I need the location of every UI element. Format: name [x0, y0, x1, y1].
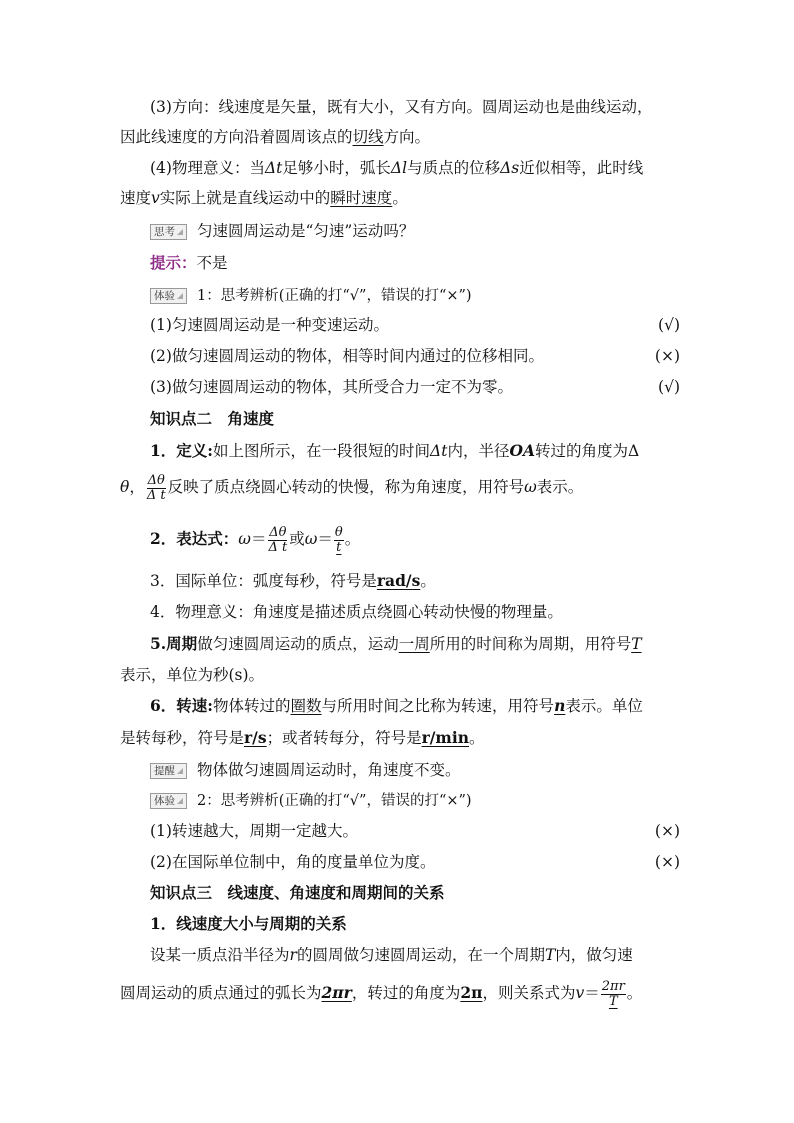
exp1-item-mark	[640, 376, 680, 398]
k2-period-line1	[150, 633, 710, 655]
text: 因此线速度的方向沿着圆周该点的	[120, 128, 353, 146]
mark: (√)	[658, 378, 680, 396]
answer-underlined: r/s	[244, 728, 267, 747]
text: ，则关系式为	[482, 984, 576, 1002]
fraction-denominator: T	[608, 993, 618, 1009]
text: ，	[129, 478, 145, 496]
hint-row	[150, 252, 710, 274]
symbol: T	[544, 946, 556, 964]
experience-tag-icon: 体验	[150, 793, 187, 809]
text: (4)物理意义：当	[150, 159, 265, 177]
mark: (√)	[658, 316, 680, 334]
exp1-item-text: (1)匀速圆周运动是一种变速运动。	[150, 316, 389, 334]
exp1-item-text: (3)做匀速圆周运动的物体，其所受合力一定不为零。	[150, 378, 513, 396]
exp1-title: 1：思考辨析(正确的打“√”，错误的打“×”)	[197, 288, 472, 304]
text: ；或者转每分，符号是	[266, 729, 422, 747]
text: 是转每秒，符号是	[120, 729, 245, 747]
mark: (×)	[654, 347, 680, 365]
text: 如上图所示，在一段很短的时间	[213, 442, 431, 460]
exp2-item	[150, 820, 710, 842]
fraction-numerator: θ	[334, 524, 343, 540]
exp2-item-text: (2)在国际单位制中，角的度量单位为度。	[150, 853, 436, 871]
text: 近似相等，此时线	[519, 159, 644, 177]
text: 所用的时间称为周期，用符号	[429, 635, 632, 653]
symbol: Δt	[430, 442, 448, 460]
remind-tag-icon: 提醒	[150, 763, 187, 779]
answer-underlined: 瞬时速度	[330, 189, 393, 207]
answer-underlined: rad/s	[376, 571, 421, 590]
experience-tag-icon: 体验	[150, 288, 187, 304]
fraction-numerator: Δθ	[147, 472, 165, 488]
text: 1．线速度大小与周期的关系	[150, 914, 347, 933]
text: 。	[392, 189, 408, 207]
answer-underlined: 一周	[398, 635, 430, 653]
k2-speed-line2	[120, 727, 680, 749]
k2-speed-line1	[150, 695, 710, 717]
k2-period-line2	[120, 664, 680, 686]
text: 3．国际单位：弧度每秒，符号是	[150, 572, 377, 590]
heading-text: 知识点二 角速度	[150, 409, 275, 428]
exp1-item-mark	[640, 314, 680, 336]
text: 内，做匀速	[555, 946, 633, 964]
text: 。	[344, 530, 361, 548]
heading-text: 知识点三 线速度、角速度和周期间的关系	[150, 883, 445, 902]
mark: (×)	[654, 822, 680, 840]
text: 表示。	[536, 478, 584, 496]
k3-line1	[150, 944, 710, 966]
text: ＝	[317, 530, 333, 548]
mark: (×)	[654, 853, 680, 871]
fraction-denominator: t	[336, 539, 342, 555]
exp1-item-text: (2)做匀速圆周运动的物体，相等时间内通过的位移相同。	[150, 347, 544, 365]
fraction-denominator: Δ t	[268, 539, 288, 555]
text: 。	[626, 984, 643, 1002]
text: 速度	[120, 189, 152, 207]
exp1-item-mark	[640, 345, 680, 367]
text: 内，半径	[447, 442, 510, 460]
exp2-item-mark	[640, 851, 680, 873]
fraction	[601, 980, 626, 1009]
k2-meaning	[150, 601, 710, 623]
symbol: Δl	[390, 159, 408, 177]
symbol: v	[151, 189, 160, 207]
text: 转过的角度为Δ	[535, 442, 640, 460]
text: 或	[289, 530, 305, 548]
answer-underlined: 切线	[352, 128, 384, 146]
symbol: ω	[524, 478, 537, 496]
k2-def-line2	[120, 472, 680, 503]
exp1-item	[150, 345, 710, 367]
k3-subheading	[150, 913, 710, 935]
text: 2．表达式：	[150, 529, 239, 548]
text: 圆周运动的质点通过的弧长为	[120, 984, 322, 1002]
fraction-numerator: 2πr	[601, 978, 625, 994]
text: 足够小时，弧长	[282, 159, 391, 177]
text: 与质点的位移	[407, 159, 501, 177]
text: 1．定义:	[150, 441, 214, 460]
section-heading-k2	[150, 408, 710, 430]
symbol: r	[289, 946, 297, 964]
exp1-item	[150, 314, 710, 336]
text: 的圆周做匀速圆周运动，在一个周期	[296, 946, 545, 964]
text: 4．物理意义：角速度是描述质点绕圆心转动快慢的物理量。	[150, 603, 563, 621]
section-heading-k3	[150, 882, 710, 904]
text: 物体转过的	[213, 697, 291, 715]
text: ＝	[584, 984, 600, 1002]
fraction-denominator: Δ t	[146, 487, 166, 503]
k3-line2	[120, 976, 680, 1010]
text: 。	[468, 729, 485, 747]
p4-line2	[120, 187, 680, 209]
p3-line1	[150, 96, 710, 118]
exp2-item-mark	[640, 820, 680, 842]
answer-underlined: 2π	[460, 983, 483, 1002]
symbol: v	[575, 984, 585, 1002]
fraction	[267, 526, 288, 555]
think-tag-icon: 思考	[150, 224, 187, 240]
answer-underlined: 圈数	[290, 697, 322, 715]
p3-line2	[120, 126, 680, 148]
text: 反映了质点绕圆心转动的快慢，称为角速度，用符号	[167, 478, 525, 496]
text: 表示，单位为秒(s)。	[120, 666, 265, 684]
hint-label: 提示：	[150, 253, 197, 272]
answer-underlined: T	[631, 635, 642, 653]
fraction	[146, 474, 167, 503]
symbol: θ	[120, 478, 130, 496]
think-question: 匀速圆周运动是“匀速”运动吗？	[197, 222, 415, 240]
exp1-item	[150, 376, 710, 398]
text: 。	[420, 572, 436, 590]
p3-text: (3)方向：线速度是矢量，既有大小，又有方向。圆周运动也是曲线运动，	[150, 98, 653, 116]
fraction	[334, 526, 344, 555]
text: 表示。单位	[565, 697, 643, 715]
exp2-title-row	[150, 790, 710, 812]
text: 与所用时间之比称为转速，用符号	[321, 697, 555, 715]
remind-row	[150, 759, 710, 781]
k2-expression	[150, 522, 710, 556]
hint-text: 不是	[196, 254, 228, 272]
text: 做匀速圆周运动的质点，运动	[197, 635, 399, 653]
exp1-title-row	[150, 285, 710, 307]
remind-text: 物体做匀速圆周运动时，角速度不变。	[197, 761, 461, 779]
answer-underlined: r/min	[421, 728, 469, 747]
think-row	[150, 220, 710, 242]
exp2-item-text: (1)转速越大，周期一定越大。	[150, 822, 358, 840]
text: 5.周期	[150, 634, 198, 653]
p4-line1	[150, 157, 710, 179]
exp2-item	[150, 851, 710, 873]
k2-unit	[150, 570, 710, 592]
text: ，转过的角度为	[351, 984, 461, 1002]
text: 6．转速:	[150, 696, 214, 715]
text: 方向。	[383, 128, 431, 146]
k2-def-line1	[150, 440, 710, 462]
symbol: Δt	[264, 159, 283, 177]
answer-underlined: 2πr	[321, 983, 352, 1002]
text: 实际上就是直线运动中的	[159, 189, 331, 207]
text: 设某一质点沿半径为	[150, 946, 290, 964]
answer-underlined: n	[554, 696, 566, 715]
exp2-title: 2：思考辨析(正确的打“√”，错误的打“×”)	[197, 793, 472, 809]
symbol: Δs	[500, 159, 520, 177]
symbol: ω	[238, 530, 251, 548]
text: ＝	[250, 530, 267, 548]
symbol: ω	[304, 530, 318, 548]
fraction-numerator: Δθ	[269, 524, 287, 540]
symbol: OA	[509, 441, 536, 460]
